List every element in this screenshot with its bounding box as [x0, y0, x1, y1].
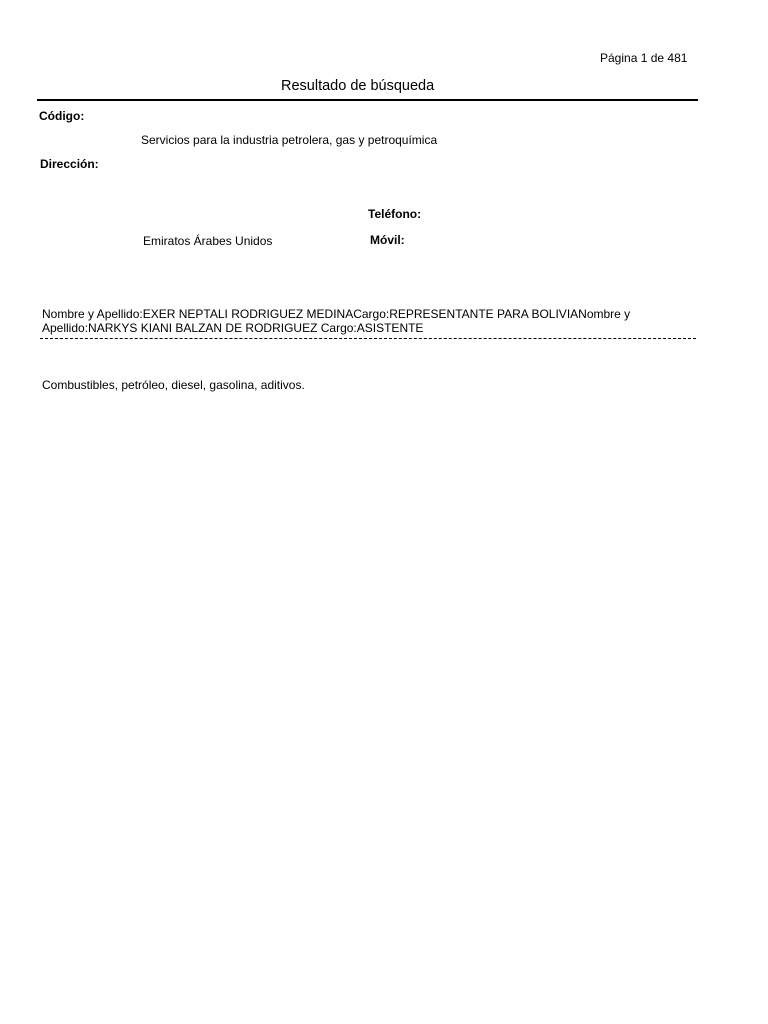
- movil-label: Móvil:: [370, 233, 405, 247]
- telefono-label: Teléfono:: [368, 207, 422, 221]
- contacts-text: Nombre y Apellido:EXER NEPTALI RODRIGUEZ MEDINACargo:REPRESENTANTE PARA BOLIVIANombre y Apellido:NARKYS KIANI BALZAN DE RODRIGUEZ Cargo:ASISTENTE: [42, 307, 631, 335]
- products-text: Combustibles, petróleo, diesel, gasolina, aditivos.: [42, 378, 305, 392]
- page-title: Resultado de búsqueda: [281, 78, 435, 94]
- direccion-label: Dirección:: [40, 157, 99, 171]
- codigo-label: Código:: [39, 109, 85, 123]
- section-divider: [40, 338, 696, 339]
- category-value: Servicios para la industria petrolera, gas y petroquímica: [141, 133, 438, 147]
- page-number: Página 1 de 481: [600, 51, 688, 65]
- country-value: Emiratos Árabes Unidos: [143, 234, 273, 248]
- title-divider: [37, 99, 698, 101]
